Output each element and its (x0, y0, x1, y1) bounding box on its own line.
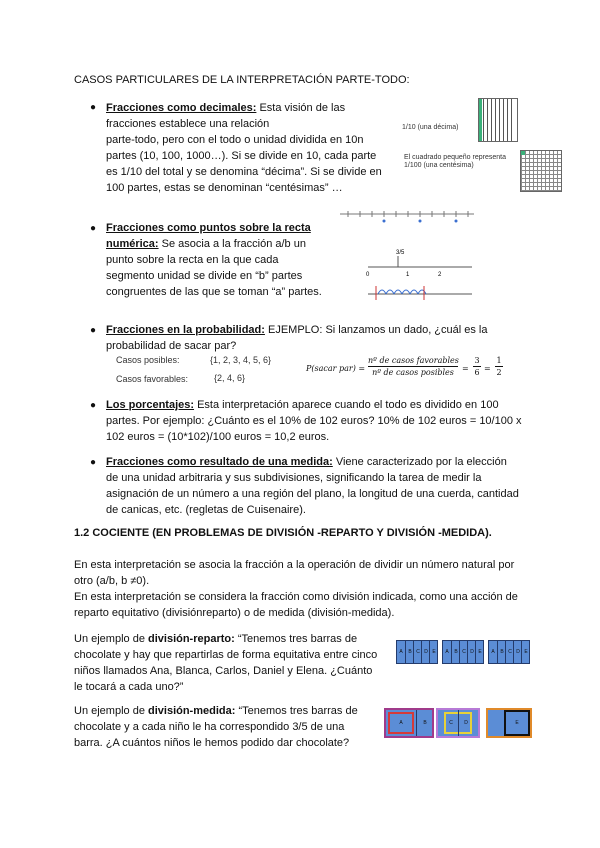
example-medida (74, 703, 384, 751)
line: En esta interpretación se considera la fracción como división indicada, como una acción de (74, 591, 518, 603)
line: “Tenemos tres barras de (237, 633, 358, 645)
bar-letter: E (515, 720, 519, 726)
line: punto sobre la recta en la que cada (106, 254, 279, 266)
bar-letter: D (467, 641, 476, 663)
bar-letter: A (399, 649, 403, 655)
frac1-den: 6 (474, 368, 480, 377)
bullet-recta (106, 220, 346, 300)
decimal-label-1: 1/10 (una décima) (402, 124, 459, 131)
section-title: 1.2 COCIENTE (EN PROBLEMAS DE DIVISIÓN -REPARTO Y DIVISIÓN -MEDIDA). (74, 527, 492, 539)
top-number-line (340, 211, 474, 223)
formula-den: nº de casos posibles (372, 368, 454, 377)
bullet-medida (106, 454, 546, 518)
line: Esta visión de las (259, 102, 346, 114)
bullet-dot: ● (90, 457, 97, 468)
chocolate-bar (384, 708, 434, 738)
line: de una unidad arbitraria y sus subdivisiones, significando la tarea de medir la (106, 472, 482, 484)
mid-fraction-label: 3/5 (396, 250, 405, 256)
mid-tick-1: 1 (406, 272, 410, 278)
bullet-title: numérica: (106, 238, 159, 250)
line: fracciones establece una relación (106, 118, 270, 130)
cases-possible-set: {1, 2, 3, 4, 5, 6} (210, 355, 272, 365)
bullet-title: Fracciones en la probabilidad: (106, 324, 265, 336)
bottom-number-line (368, 286, 472, 300)
bar-letter: E (475, 641, 484, 663)
bar-letter: B (451, 641, 460, 663)
line: niños llamados Ana, Blanca, Carlos, Daniel y Elena. ¿Cuánto (74, 665, 373, 677)
bar-letter: C (413, 641, 422, 663)
line: chocolate y hay que repartirlas de forma equitativa entre cinco (74, 649, 378, 661)
cases-possible-label: Casos posibles: (116, 355, 180, 365)
frac2-den: 2 (496, 368, 502, 377)
hundredths-grid (520, 150, 562, 192)
bar-letter: D (458, 710, 473, 736)
formula-left: P(sacar par) = (306, 364, 366, 373)
bar-letter: A (445, 649, 449, 655)
line: 100 partes, estas se denominan “centésimas” … (106, 182, 343, 194)
text: Un ejemplo de (74, 633, 148, 645)
cases-favorable-set: {2, 4, 6} (214, 373, 246, 383)
formula-num: nº de casos favorables (368, 356, 459, 365)
bullet-title: Los porcentajes: (106, 399, 195, 411)
page-heading: CASOS PARTICULARES DE LA INTERPRETACIÓN PARTE-TODO: (74, 74, 410, 86)
line: otro (a/b, b ≠0). (74, 575, 150, 587)
decimal-label-2 (404, 154, 506, 170)
frac2-num: 1 (496, 356, 502, 365)
chocolate-bar (488, 640, 530, 664)
line: Viene caracterizado por la elección (335, 456, 507, 468)
bar-letter: A (491, 649, 495, 655)
line: EJEMPLO: Si lanzamos un dado, ¿cuál es la (268, 324, 488, 336)
bullet-title: Fracciones como resultado de una medida: (106, 456, 333, 468)
bar-letter: A (399, 720, 403, 726)
bullet-title: Fracciones como decimales: (106, 102, 257, 114)
middle-number-line (366, 250, 472, 278)
mid-tick-2: 2 (438, 272, 442, 278)
line: segmento unidad se divide en “b” partes (106, 270, 303, 282)
bullet-porcentajes (106, 397, 546, 445)
bullet-dot: ● (90, 325, 97, 336)
text: Un ejemplo de (74, 705, 148, 717)
bar-letter: D (513, 641, 522, 663)
line: le tocará a cada uno?” (74, 681, 184, 693)
frac1-num: 3 (474, 356, 480, 365)
bold-term: división-reparto: (148, 633, 235, 645)
bar-letter: C (459, 641, 468, 663)
bullet-probabilidad (106, 322, 506, 354)
line: partes (10, 100, 1000…). Si se divide en 10, cada parte (106, 150, 377, 162)
label-line: El cuadrado pequeño representa (404, 154, 506, 161)
bar-letter: E (429, 641, 438, 663)
line: de canicas, etc. (regletas de Cuisenaire). (106, 504, 306, 516)
line: reparto equitativo (divisiónreparto) o de medida (división-medida). (74, 607, 395, 619)
bar-letter: C (505, 641, 514, 663)
line: “Tenemos tres barras de (238, 705, 358, 717)
bold-term: división-medida: (148, 705, 236, 717)
bullet-dot: ● (90, 223, 97, 234)
line: parte-todo, pero con el todo o unidad dividida en 10n (106, 134, 364, 146)
bar-letter: B (497, 641, 506, 663)
label-line: 1/100 (una centésima) (404, 162, 474, 169)
section-paragraph-1 (74, 557, 544, 621)
cases-favorable-label: Casos favorables: (116, 374, 189, 384)
bar-letter: B (416, 710, 433, 736)
bar-letter: E (521, 641, 530, 663)
line: probabilidad de sacar par? (106, 340, 237, 352)
example-reparto (74, 631, 384, 695)
chocolate-bar (436, 708, 480, 738)
tenths-grid (478, 98, 518, 142)
mid-tick-0: 0 (366, 272, 370, 278)
line: es 1/10 del total y se denomina “décima”. Si se divide en (106, 166, 382, 178)
line: congruentes de las que se toman “a” partes. (106, 286, 322, 298)
decimal-figure (402, 94, 516, 192)
line: 102 euros = (10*102)/100 euros = 10,2 euros. (106, 431, 330, 443)
line: En esta interpretación se asocia la fracción a la operación de dividir un número natural por (74, 559, 515, 571)
bar-letter: C (449, 720, 453, 726)
bullet-title: Fracciones como puntos sobre la recta (106, 222, 311, 234)
line: barra. ¿A cuántos niños le hemos podido dar chocolate? (74, 737, 350, 749)
bar-letter: D (421, 641, 430, 663)
bar-letter: B (405, 641, 414, 663)
chocolate-bar (396, 640, 438, 664)
chocolate-bar (486, 708, 532, 738)
line: asignación de un número a una región del plano, la longitud de una cuerda, cantidad (106, 488, 519, 500)
bullet-dot: ● (90, 102, 97, 113)
line: Se asocia a la fracción a/b un (161, 238, 306, 250)
number-line-figure (338, 204, 476, 304)
line: Esta interpretación aparece cuando el todo es dividido en 100 (197, 399, 499, 411)
bullet-decimales (106, 100, 396, 196)
line: partes. Por ejemplo: ¿Cuánto es el 10% de 102 euros? 10% de 102 euros = 10/100 x (106, 415, 522, 427)
chocolate-bar (442, 640, 484, 664)
line: chocolate y a cada niño le ha correspondido 3/5 de una (74, 721, 345, 733)
bullet-dot: ● (90, 400, 97, 411)
